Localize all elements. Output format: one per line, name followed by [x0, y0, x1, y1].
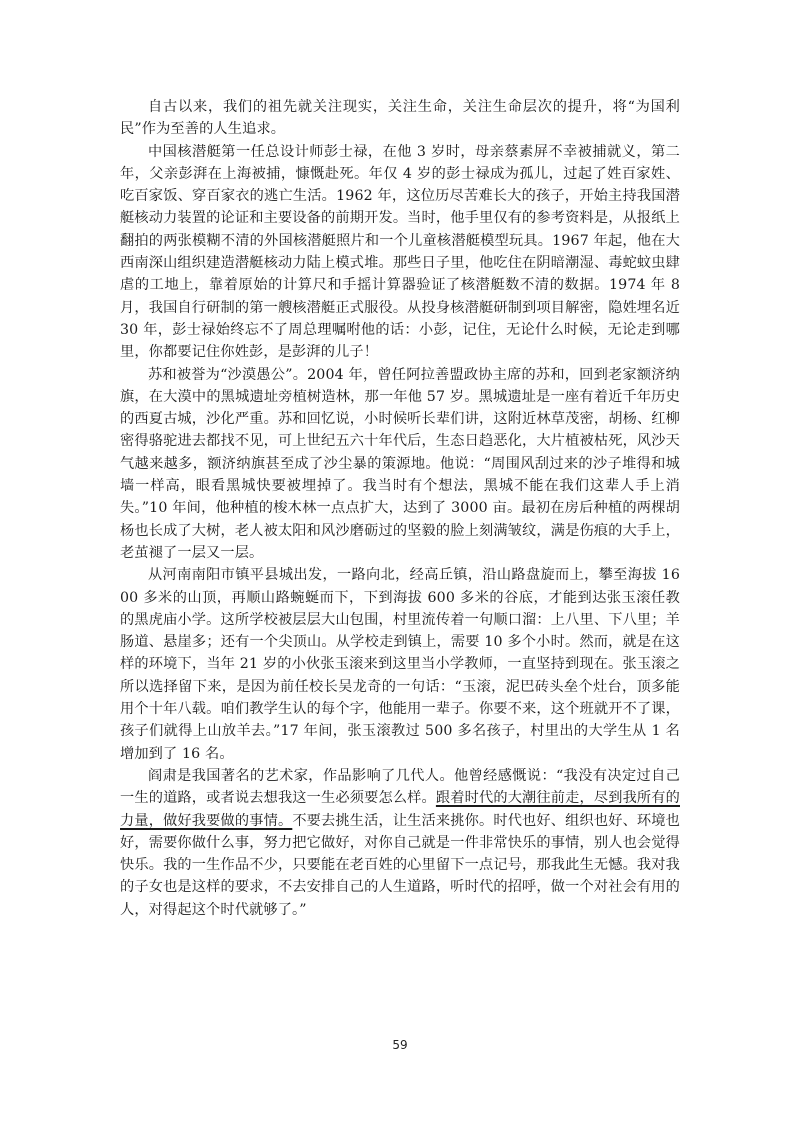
paragraph-intro: 自古以来，我们的祖先就关注现实，关注生命，关注生命层次的提升，将“为国利民”作为至善的人生追求。	[120, 99, 680, 138]
paragraph-yan-su	[120, 765, 680, 921]
paragraph-peng-shilu: 中国核潜艇第一任总设计师彭士禄，在他 3 岁时，母亲蔡素屏不幸被捕就义，第二年，父亲彭湃在上海被捕，慷慨赴死。年仅 4 岁的彭士禄成为孤儿，过起了姓百家姓、吃百家饭、穿百家衣的逃亡生活。1962 年，这位历尽苦难长大的孩子，开始主持我国潜艇核动力装置的论证和主要设备的前期开发。当时，他手里仅有的参考资料是，从报纸上翻拍的两张模糊不清的外国核潜艇照片和一个儿童核潜艇模型玩具。1967 年起，他在大西南深山组织建造潜艇核动力陆上模式堆。那些日子里，他吃住在阴暗潮湿、毒蛇蚊虫肆虐的工地上，靠着原始的计算尺和手摇计算器验证了核潜艇数不清的数据。1974 年 8 月，我国自行研制的第一艘核潜艇正式服役。从投身核潜艇研制到项目解密，隐姓埋名近 30 年，彭士禄始终忘不了周总理嘱咐他的话：小彭，记住，无论什么时候，无论走到哪里，你都要记住你姓彭，是彭湃的儿子！	[120, 143, 680, 361]
page-number: 59	[392, 1038, 408, 1052]
paragraph-zhang-yugun: 从河南南阳市镇平县城出发，一路向北，经高丘镇，沿山路盘旋而上，攀至海拔 1600 多米的山顶，再顺山路蜿蜒而下，下到海拔 600 多米的谷底，才能到达张玉滚任教的黑虎庙小学。这所学校被层层大山包围，村里流传着一句顺口溜：上八里、下八里；羊肠道、悬崖多；还有一个尖顶山。从学校走到镇上，需要 10 多个小时。然而，就是在这样的环境下，当年 21 岁的小伙张玉滚来到这里当小学教师，一直坚持到现在。张玉滚之所以选择留下来，是因为前任校长吴龙奇的一句话：“玉滚，泥巴砖头垒个灶台，顶多能用个十年八载。咱们教学生认的每个字，他能用一辈子。你要不来，这个班就开不了课，孩子们就得上山放羊去。”17 年间，张玉滚教过 500 多名孩子，村里出的大学生从 1 名增加到了 16 名。	[120, 567, 680, 762]
paragraph-su-he: 苏和被誉为“沙漠愚公”。2004 年，曾任阿拉善盟政协主席的苏和，回到老家额济纳旗，在大漠中的黑城遗址旁植树造林，那一年他 57 岁。黑城遗址是一座有着近千年历史的西夏古城，沙化严重。苏和回忆说，小时候听长辈们讲，这附近林草茂密，胡杨、红柳密得骆驼进去都找不见，可上世纪五六十年代后，生态日趋恶化，大片植被枯死，风沙天气越来越多，额济纳旗甚至成了沙尘暴的策源地。他说：“周围风刮过来的沙子堆得和城墙一样高，眼看黑城快要被埋掉了。我当时有个想法，黑城不能在我们这辈人手上消失。”10 年间，他种植的梭木林一点点扩大，达到了 3000 亩。最初在房后种植的两棵胡杨也长成了大树，老人被太阳和风沙磨砺过的坚毅的脸上刻满皱纹，满是伤痕的大手上，老茧褪了一层又一层。	[120, 366, 680, 561]
paragraph-yan-su-before: 阎肃是我国著名的艺术家，作品影响了几代人。他曾经感慨说：“我没有决定过自己一生的道路，或者说去想我这一生必须要怎么样。	[120, 767, 680, 807]
body-text	[120, 96, 680, 921]
paragraph-yan-su-after: 不要去挑生活，让生活来挑你。时代也好、组织也好、环境也好，需要你做什么事，努力把它做好，对你自己就是一件非常快乐的事情，别人也会觉得快乐。我的一生作品不少，只要能在老百姓的心里留下一点记号，那我此生无憾。我对我的子女也是这样的要求，不去安排自己的人生道路，听时代的招呼，做一个对社会有用的人，对得起这个时代就够了。”	[120, 812, 680, 918]
underlined-quote: 跟着时代的大潮往前走，尽到我所有的力量，做好我要做的事情。	[120, 790, 680, 829]
